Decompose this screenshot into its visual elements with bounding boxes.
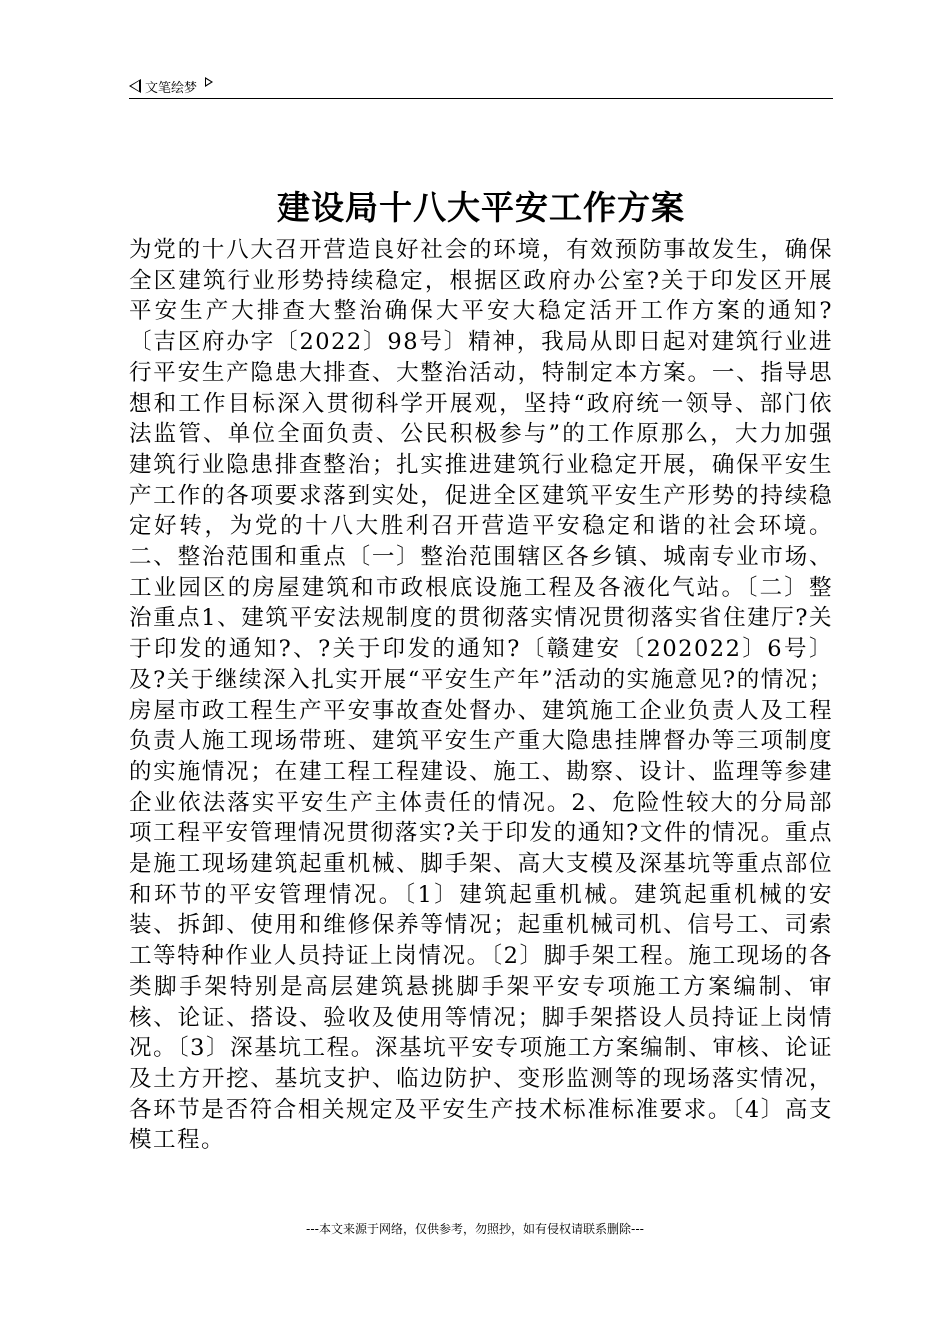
header-divider bbox=[129, 98, 833, 99]
document-title: 建设局十八大平安工作方案 bbox=[277, 188, 685, 227]
triangle-right-icon bbox=[205, 77, 213, 87]
triangle-left-icon bbox=[129, 79, 141, 93]
header-brand: 文笔绘梦 bbox=[145, 80, 198, 96]
document-body: 为党的十八大召开营造良好社会的环境，有效预防事故发生，确保全区建筑行业形势持续稳定，根据区政府办公室?关于印发区开展平安生产大排查大整治确保大平安大稳定活开工作方案的通知?〔吉区府办字〔2022〕98号〕精神，我局从即日起对建筑行业进行平安生产隐患大排查、大整治活动，特制定本方案。一、指导思想和工作目标深入贯彻科学开展观，坚持“政府统一领导、部门依法监管、单位全面负责、公民积极参与”的工作原那么，大力加强建筑行业隐患排查整治；扎实推进建筑行业稳定开展，确保平安生产工作的各项要求落到实处，促进全区建筑平安生产形势的持续稳定好转，为党的十八大胜利召开营造平安稳定和谐的社会环境。二、整治范围和重点〔一〕整治范围辖区各乡镇、城南专业市场、工业园区的房屋建筑和市政根底设施工程及各液化气站。〔二〕整治重点1、建筑平安法规制度的贯彻落实情况贯彻落实省住建厅?关于印发的通知?、?关于印发的通知?〔赣建安〔202022〕6号〕及?关于继续深入扎实开展“平安生产年”活动的实施意见?的情况；房屋市政工程生产平安事故查处督办、建筑施工企业负责人及工程负责人施工现场带班、建筑平安生产重大隐患挂牌督办等三项制度的实施情况；在建工程工程建设、施工、勘察、设计、监理等参建企业依法落实平安生产主体责任的情况。2、危险性较大的分局部项工程平安管理情况贯彻落实?关于印发的通知?文件的情况。重点是施工现场建筑起重机械、脚手架、高大支模及深基坑等重点部位和环节的平安管理情况。〔1〕建筑起重机械。建筑起重机械的安装、拆卸、使用和维修保养等情况；起重机械司机、信号工、司索工等特种作业人员持证上岗情况。〔2〕脚手架工程。施工现场的各类脚手架特别是高层建筑悬挑脚手架平安专项施工方案编制、审核、论证、搭设、验收及使用等情况；脚手架搭设人员持证上岗情况。〔3〕深基坑工程。深基坑平安专项施工方案编制、审核、论证及土方开挖、基坑支护、临边防护、变形监测等的现场落实情况，各环节是否符合相关规定及平安生产技术标准标准要求。〔4〕高支模工程。 bbox=[129, 237, 833, 1154]
page-header bbox=[129, 74, 833, 98]
footer-notice: ---本文来源于网络，仅供参考，勿照抄，如有侵权请联系删除--- bbox=[306, 1222, 644, 1236]
